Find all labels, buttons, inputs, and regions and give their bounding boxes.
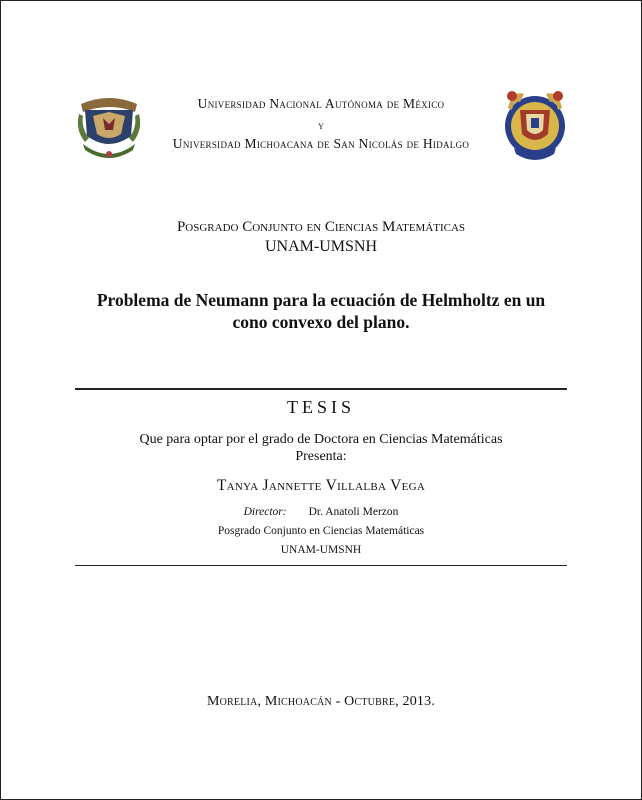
thesis-title-line-1: Problema de Neumann para la ecuación de Helmholtz en un — [96, 290, 546, 310]
director-program: Posgrado Conjunto en Ciencias Matemáticas — [217, 525, 425, 537]
degree-statement — [0, 431, 642, 465]
place-date: Morelia, Michoacán - Octubre, 2013. — [206, 694, 436, 709]
thesis-title-line-2: cono convexo del plano. — [232, 312, 410, 332]
program-name: Posgrado Conjunto en Ciencias Matemáticas — [176, 219, 466, 235]
degree-line-1: Que para optar por el grado de Doctora en Ciencias Matemáticas — [139, 432, 503, 447]
program-institutions: UNAM-UMSNH — [264, 238, 377, 255]
director-name: Dr. Anatoli Merzon — [308, 506, 399, 518]
author-name: Tanya Jannette Villalba Vega — [216, 477, 426, 494]
director-line — [0, 506, 642, 518]
university-connector: y — [318, 120, 324, 132]
university-umsnh: Universidad Michoacana de San Nicolás de Hidalgo — [172, 136, 470, 151]
director-label: Director: — [243, 506, 287, 518]
thesis-title — [60, 289, 582, 333]
top-rule — [75, 388, 567, 390]
thesis-type: TESIS — [286, 397, 355, 417]
bottom-rule — [75, 565, 567, 566]
director-institutions: UNAM-UMSNH — [280, 544, 362, 556]
degree-line-2: Presenta: — [295, 449, 347, 464]
university-unam: Universidad Nacional Autónoma de México — [197, 96, 445, 111]
